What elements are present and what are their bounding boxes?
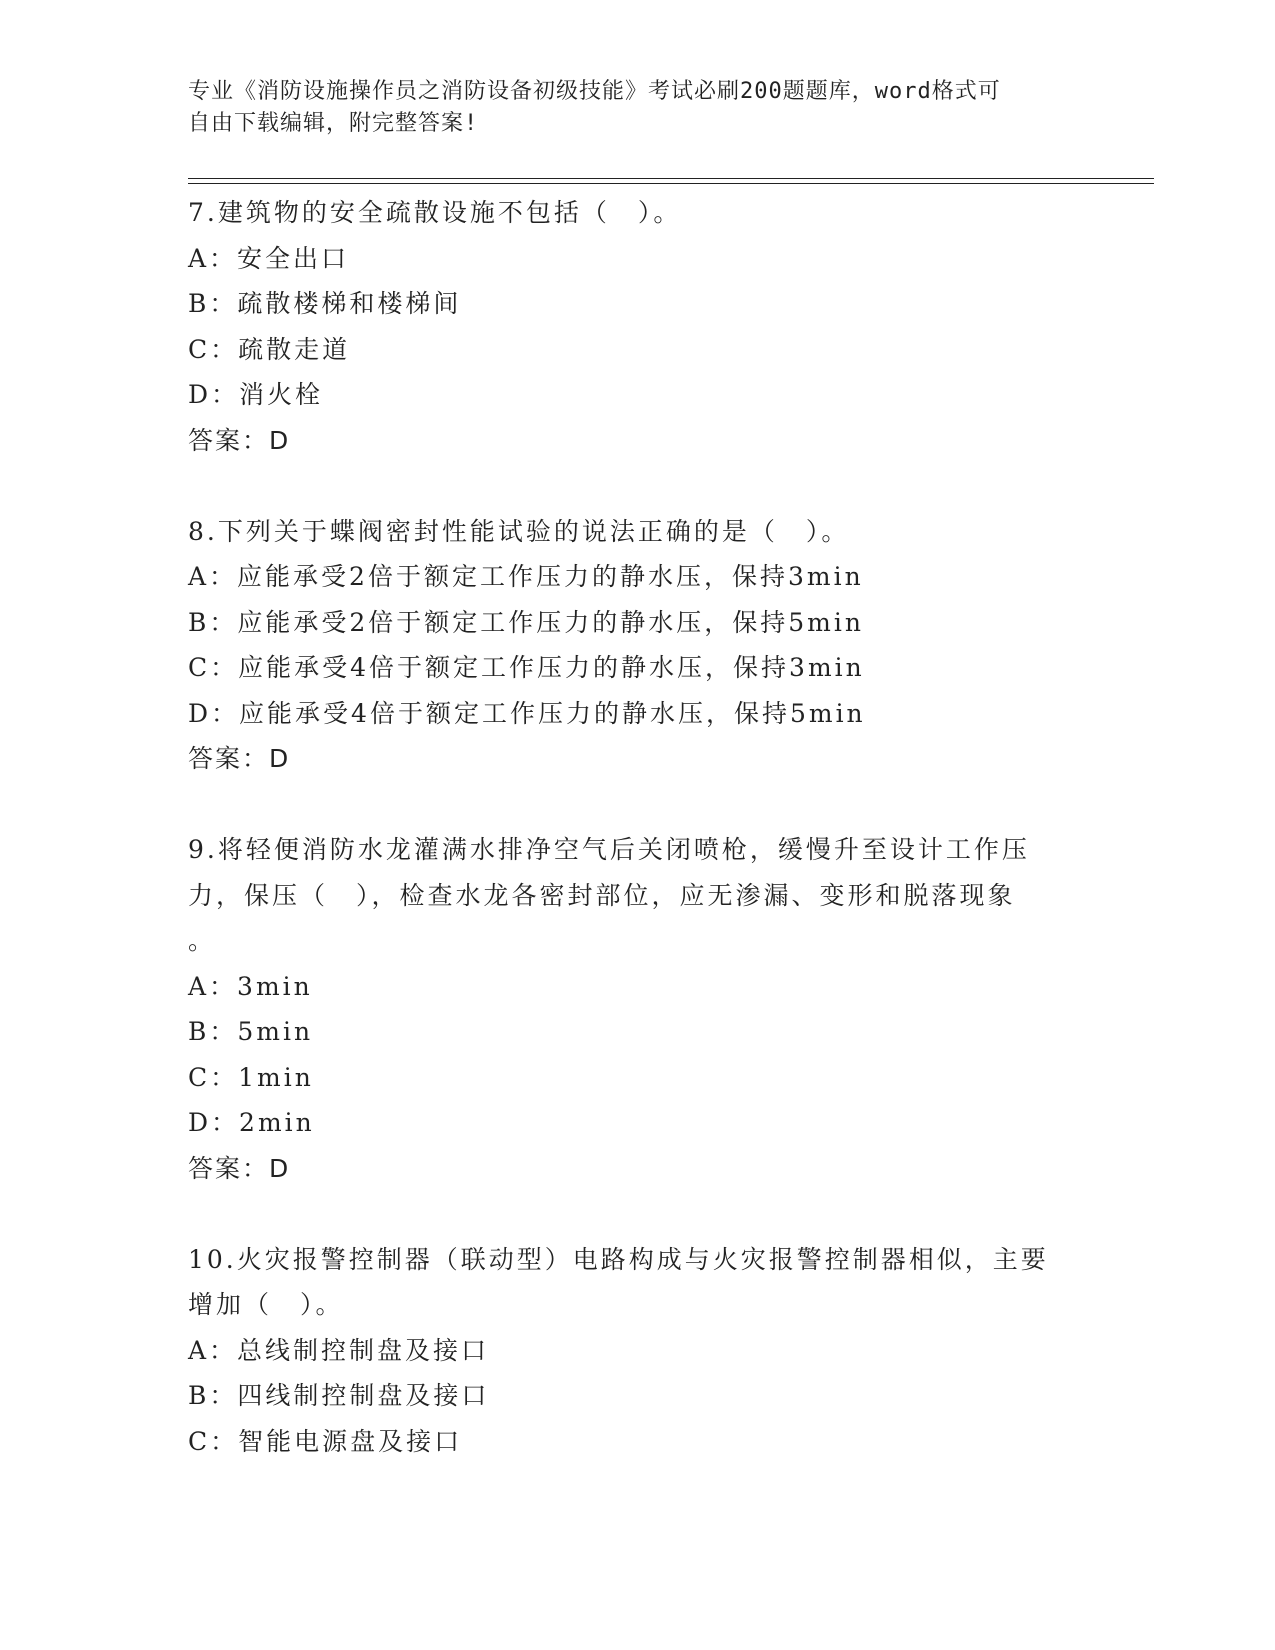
answer-label: 答案：D: [188, 744, 291, 773]
answer-label: 答案：D: [188, 425, 291, 455]
spacer: [188, 463, 1088, 509]
spacer: [188, 782, 1088, 828]
option-a: A：安全出口: [188, 243, 350, 273]
answer-label: 答案：D: [188, 1153, 291, 1183]
question-8: [188, 509, 1088, 782]
question-stem-line-2: 力，保压（ ），检查水龙各密封部位，应无渗漏、变形和脱落现象: [188, 880, 1016, 910]
question-stem-line-3: 。: [188, 926, 217, 955]
question-stem: 8.下列关于蝶阀密封性能试验的说法正确的是（ ）。: [188, 516, 850, 546]
option-b: B：5min: [188, 1017, 314, 1046]
document-header: [188, 76, 1088, 140]
question-list: [188, 190, 1088, 1464]
option-d: D：应能承受4倍于额定工作压力的静水压，保持5min: [188, 698, 866, 728]
header-line-2: 自由下载编辑，附完整答案!: [188, 111, 479, 136]
spacer: [188, 1191, 1088, 1237]
option-c: C：智能电源盘及接口: [188, 1426, 463, 1456]
option-c: C：1min: [188, 1062, 314, 1092]
question-7: [188, 190, 1088, 463]
option-b: B：四线制控制盘及接口: [188, 1381, 490, 1410]
question-stem-line-2: 增加（ ）。: [188, 1290, 344, 1319]
option-a: A：应能承受2倍于额定工作压力的静水压，保持3min: [188, 562, 864, 591]
option-c: C：应能承受4倍于额定工作压力的静水压，保持3min: [188, 653, 865, 682]
question-10: [188, 1237, 1088, 1465]
option-c: C：疏散走道: [188, 334, 351, 364]
question-stem: 7.建筑物的安全疏散设施不包括（ ）。: [188, 198, 682, 227]
option-b: B：疏散楼梯和楼梯间: [188, 289, 462, 318]
option-a: A：总线制控制盘及接口: [188, 1335, 490, 1365]
question-stem-line-1: 9.将轻便消防水龙灌满水排净空气后关闭喷枪，缓慢升至设计工作压: [188, 835, 1030, 864]
header-divider-bottom: [188, 183, 1154, 184]
option-d: D：2min: [188, 1108, 315, 1137]
question-9: [188, 827, 1088, 1191]
header-divider-top: [188, 178, 1154, 179]
option-b: B：应能承受2倍于额定工作压力的静水压，保持5min: [188, 607, 864, 637]
question-stem-line-1: 10.火灾报警控制器（联动型）电路构成与火灾报警控制器相似，主要: [188, 1244, 1049, 1274]
header-line-1: 专业《消防设施操作员之消防设备初级技能》考试必刷200题题库，word格式可: [188, 79, 1001, 104]
option-a: A：3min: [188, 971, 313, 1001]
option-d: D：消火栓: [188, 380, 324, 409]
